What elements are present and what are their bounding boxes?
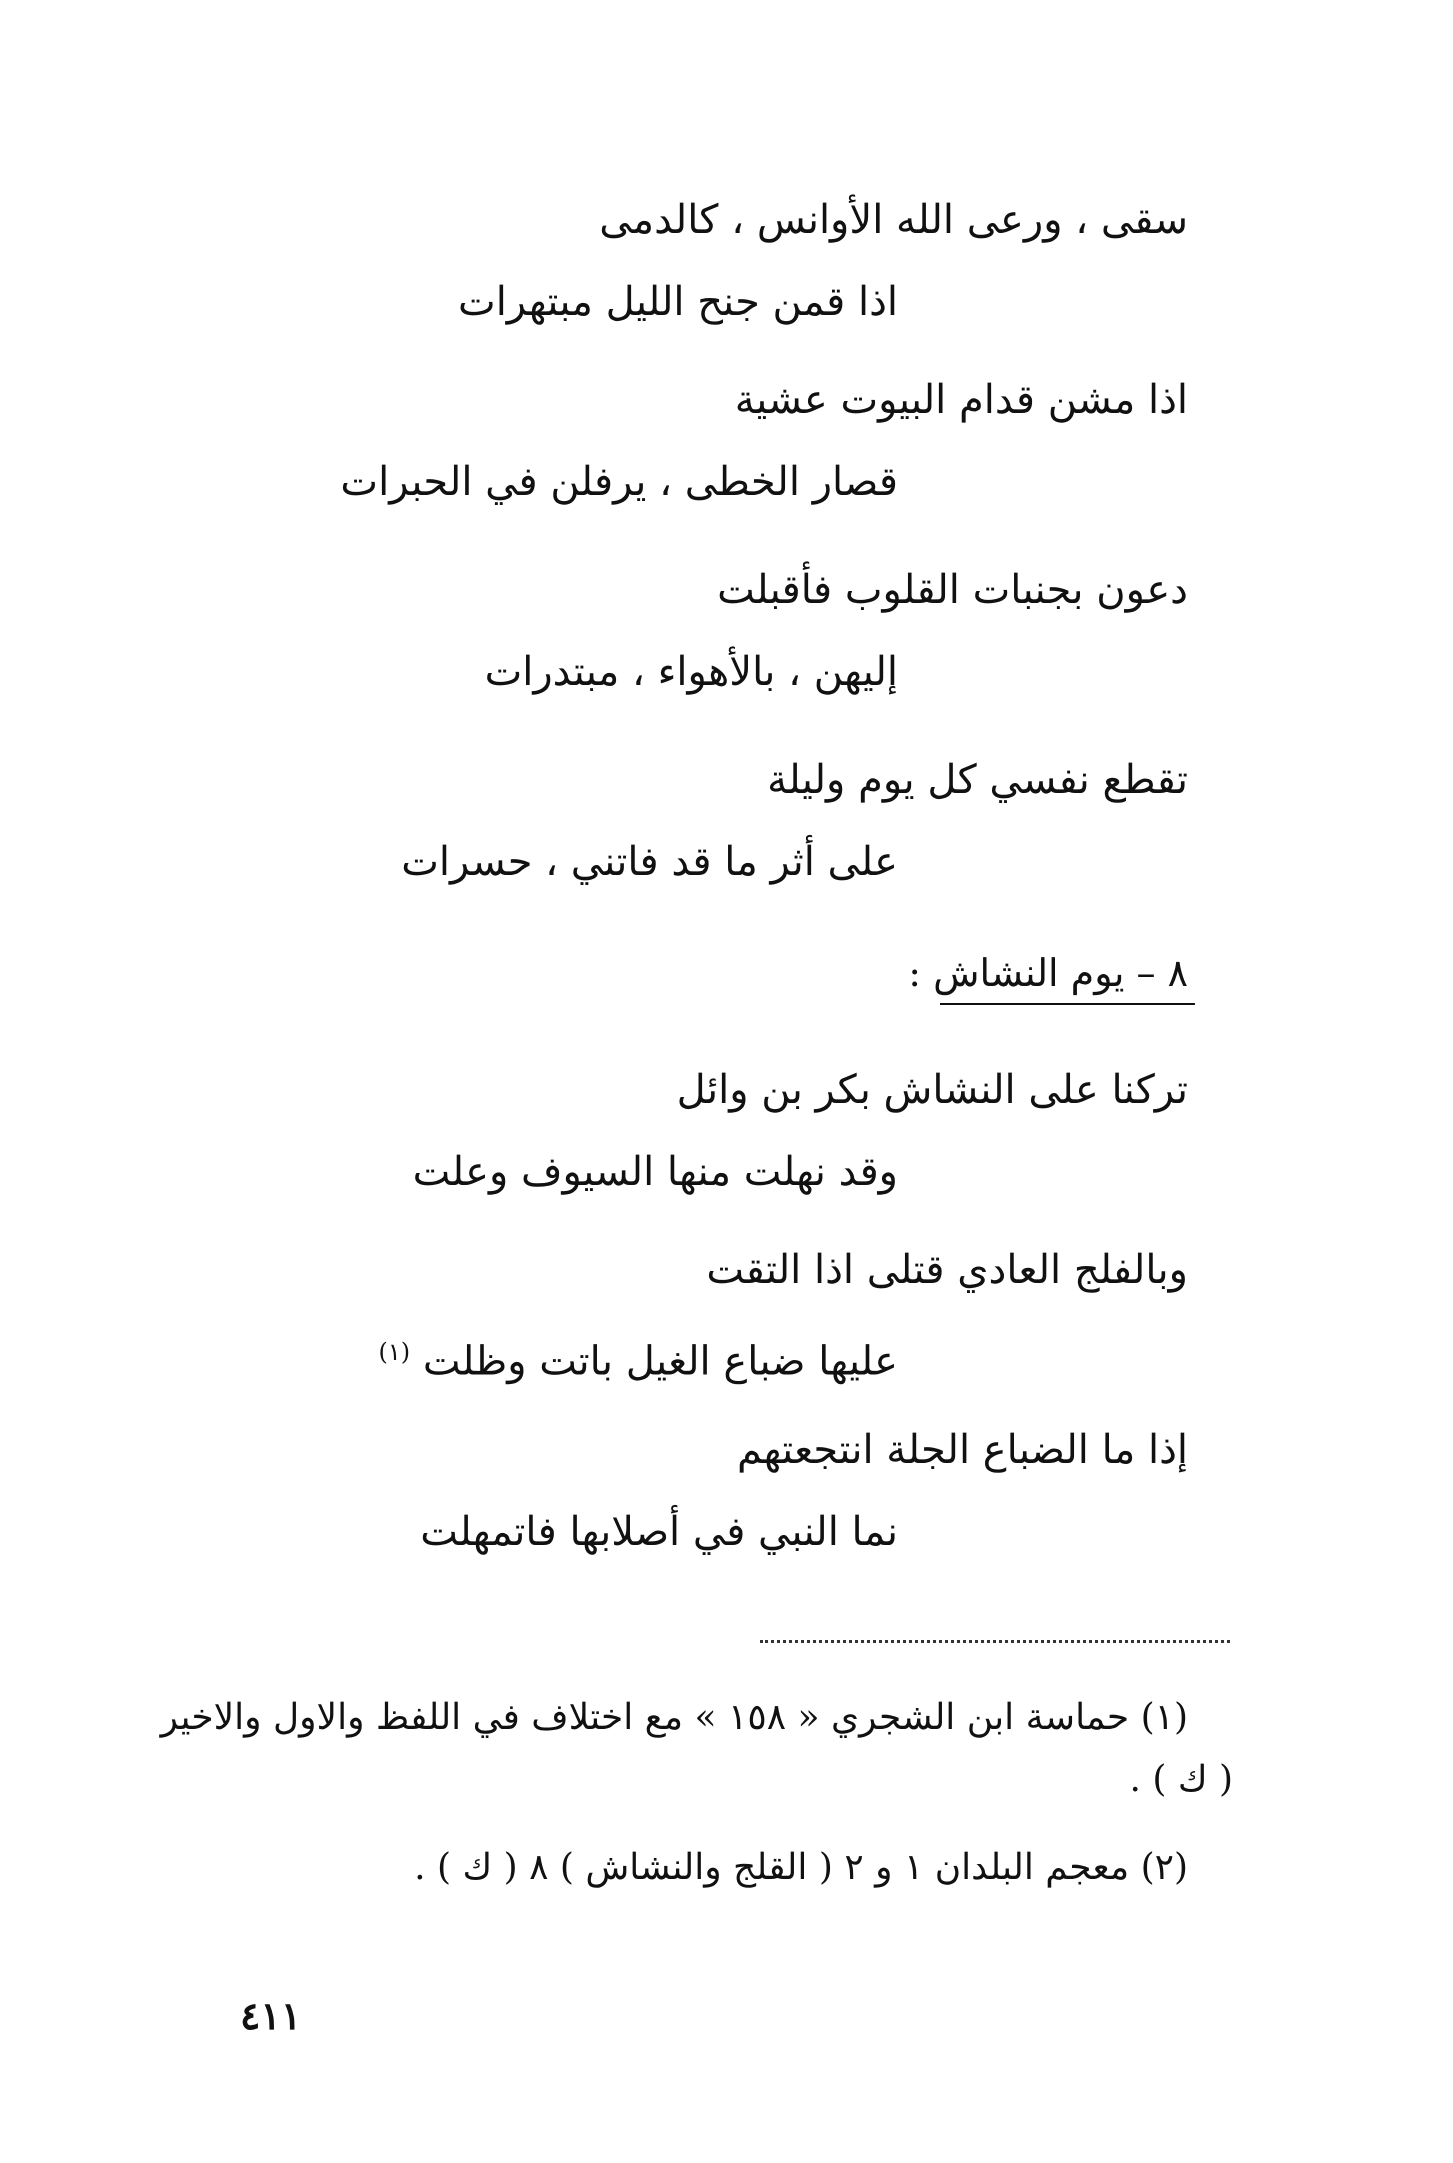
poem-line: نما النبي في أصلابها فاتمهلت — [420, 1509, 898, 1555]
poem-line: وبالفلج العادي قتلى اذا التقت — [706, 1247, 1188, 1293]
poem-line: على أثر ما قد فاتني ، حسرات — [401, 839, 898, 885]
poem-line: اذا مشن قدام البيوت عشية — [734, 377, 1188, 423]
footnote: (١) حماسة ابن الشجري « ١٥٨ » مع اختلاف في اللفظ والاول والاخير — [160, 1697, 1188, 1738]
poem-line: سقى ، ورعى الله الأوانس ، كالدمى — [599, 197, 1188, 243]
footnote: (٢) معجم البلدان ١ و ٢ ( القلج والنشاش ) ٨ ( ك ) . — [414, 1847, 1188, 1888]
heading-underline — [940, 1003, 1195, 1005]
poem-line: إليهن ، بالأهواء ، مبتدرات — [484, 649, 898, 695]
poem-line: تقطع نفسي كل يوم وليلة — [767, 757, 1188, 803]
poem-line: اذا قمن جنح الليل مبتهرات — [458, 279, 898, 325]
poem-line — [379, 1322, 898, 1391]
section-heading: ٨ – يوم النشاش : — [908, 951, 1188, 995]
footnote-continuation: ( ك ) . — [1129, 1759, 1233, 1800]
poem-line: وقد نهلت منها السيوف وعلت — [412, 1149, 898, 1195]
poem-line: إذا ما الضباع الجلة انتجعتهم — [737, 1427, 1188, 1473]
poem-line: تركنا على النشاش بكر بن وائل — [676, 1067, 1188, 1113]
poem-line: قصار الخطى ، يرفلن في الحبرات — [340, 459, 898, 505]
footnote-marker: (١) — [378, 1338, 411, 1366]
footnote-divider — [760, 1640, 1230, 1643]
poem-line: دعون بجنبات القلوب فأقبلت — [717, 567, 1188, 613]
poem-line-text: عليها ضباع الغيل باتت وظلت — [422, 1338, 898, 1385]
page-number: ٤١١ — [240, 1993, 302, 2038]
